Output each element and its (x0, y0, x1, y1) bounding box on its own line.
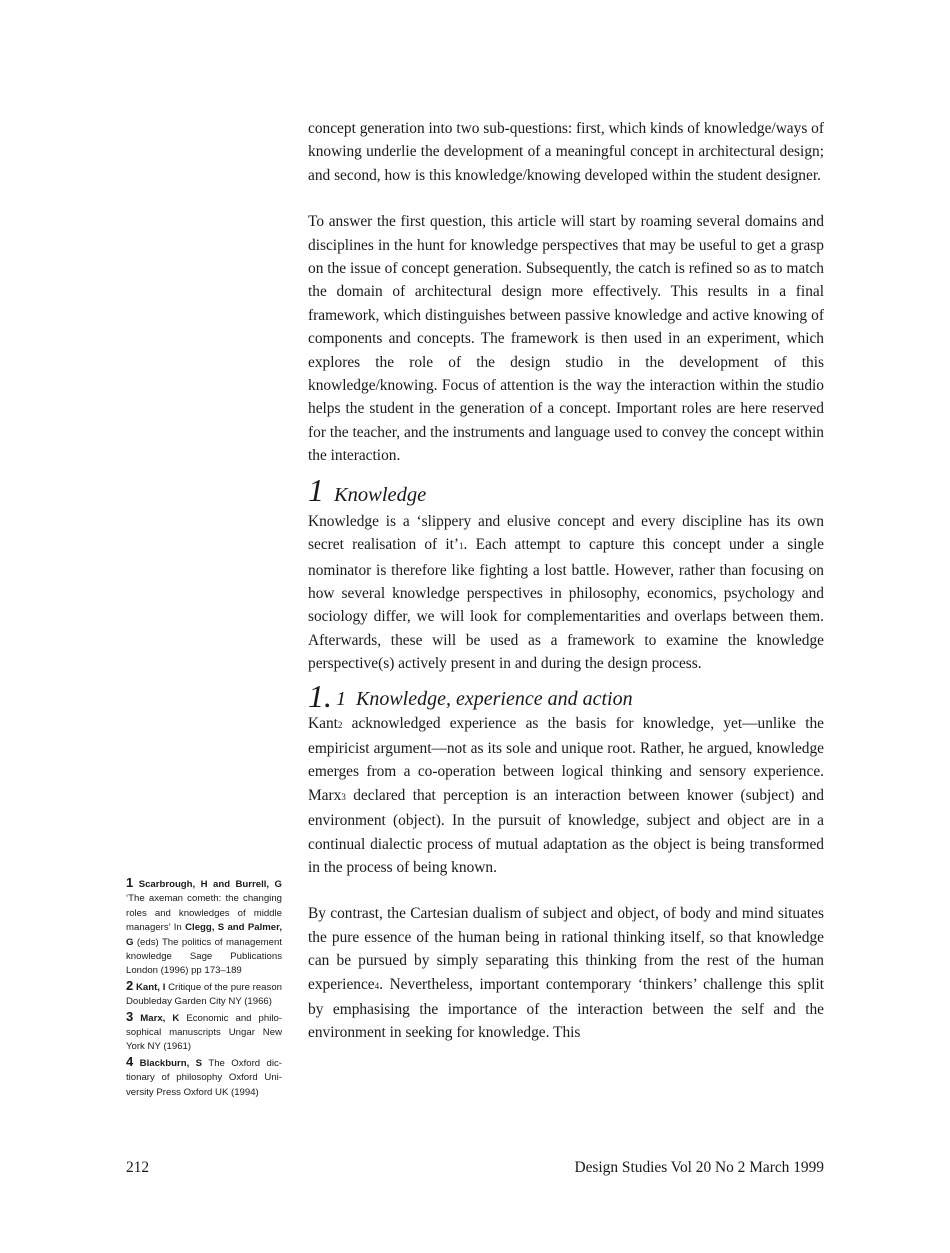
text-run: . Nevertheless, important contemporary ‘thinkers’ challenge this split by emphasising the importance of the interaction between the self and the environment in seeking for knowledge. This (308, 975, 824, 1042)
main-text-column (308, 117, 824, 1045)
footnote-authors: Kant, I (135, 981, 166, 993)
paragraph-gap (308, 187, 824, 210)
footnote-editors: Clegg, S and Palmer, G (126, 922, 282, 948)
subsection-title-text: Knowledge, experience and action (356, 687, 633, 710)
footnote-number: 3 (126, 1008, 134, 1024)
page-number: 212 (126, 1159, 150, 1176)
footnote-text: Critique of the pure reason Doubleday Garden City NY (1966) (126, 981, 282, 1008)
footnote-ref: 1 (459, 541, 464, 552)
footnote-number: 2 (126, 977, 134, 993)
text-run: acknowledged experience as the basis for knowledge, yet—unlike the empiricist argument—not as its sole and unique root. Rather, he argued, knowledge emerges from a co-operation between logical thinking and sensory experience. Marx (308, 714, 824, 804)
text-run: By contrast, the Cartesian dualism of subject and object, of body and mind situates the pure essence of the human being in rational thinking itself, so that knowledge can be pursued by simply separating this thinking from the rest of the human experience (308, 905, 824, 993)
footnote-authors: Blackburn, S (139, 1057, 203, 1069)
footnote-ref: 2 (337, 719, 343, 730)
paragraph-cartesian-dualism (308, 902, 824, 1044)
page-footer (126, 1159, 824, 1177)
paragraph-gap (308, 879, 824, 902)
footnote-2 (126, 979, 282, 1010)
footnote-number: 4 (126, 1053, 134, 1069)
footnote-ref: 4 (374, 980, 380, 991)
text-run: . Each attempt to capture this concept under a single nominator is therefore like fighting a lost battle. However, rather than focusing on how several knowledge perspectives in philosophy, economics, psychology and sociology differ, we will look for complementarities and overlaps between them. Afterwards, these will be used as a framework to examine the knowledge perspective(s) actively present in and during the design process. (308, 536, 824, 673)
paragraph-concept-generation: concept generation into two sub-questions: first, which kinds of knowledge/ways of knowing underlie the development of a meaningful concept in architectural design; and second, how is this knowledge/knowing developed within the student designer. (308, 120, 824, 184)
section-number: 1 (308, 471, 324, 508)
paragraph-knowledge-intro (308, 510, 824, 676)
footnote-ref: 3 (341, 791, 346, 802)
footnote-number: 1 (126, 875, 134, 890)
paragraph-answer-first-question: To answer the first question, this article will start by roaming several domains and disciplines in the hunt for knowledge perspectives that may be useful to get a grasp on the issue of concept generation. Subsequently, the catch is refined so as to match the domain of architectural design more effectively. This results in a final framework, which distinguishes between passive knowledge and active knowing of components and concepts. The framework is then used in an experiment, which explores the role of the design studio in the development of this knowledge/knowing. Focus of attention is the way the interaction within the studio helps the student in the generation of a concept. Important roles are here reserved for the teacher, and the instruments and language used to convey the concept within the interaction. (308, 213, 824, 465)
subsection-subnumber: 1 (336, 687, 346, 710)
footnote-text: ‘The axeman cometh: the changing roles and knowledges of middle managers’ In (126, 893, 282, 934)
footnote-authors: Marx, K (140, 1012, 180, 1024)
subsection-number: 1. (308, 677, 332, 714)
paragraph-kant-marx (308, 712, 824, 880)
text-run: Knowledge is a ‘slippery and elusive concept and every discipline has its own secret realisation of it’ (308, 512, 824, 554)
text-run: declared that perception is an interaction between knower (subject) and environment (object). In the pursuit of knowledge, subject and object are in a continual dialectic process of mutual adaptation as the object is being transformed in the process of being known. (308, 786, 824, 876)
subsection-heading-knowledge-experience-action (308, 676, 824, 714)
footnote-1 (126, 876, 282, 979)
footnote-text: (eds) The politics of management knowledge Sage Publications London (1996) pp 173–189 (126, 936, 282, 977)
footnote-3 (126, 1010, 282, 1055)
footnote-text: The Oxford dictionary of philosophy Oxford University Press Oxford UK (1994) (126, 1057, 282, 1098)
footnote-text: Economic and philosophical manuscripts Ungar New York NY (1961) (126, 1012, 282, 1053)
footnotes (126, 876, 282, 1100)
text-run: Kant (308, 714, 338, 732)
footnote-authors: Scarbrough, H and Burrell, G (138, 879, 282, 890)
section-heading-knowledge (308, 468, 824, 506)
section-title: Knowledge (334, 483, 427, 506)
subsection-title (336, 688, 633, 710)
footnote-4 (126, 1055, 282, 1100)
journal-citation: Design Studies Vol 20 No 2 March 1999 (574, 1159, 824, 1176)
